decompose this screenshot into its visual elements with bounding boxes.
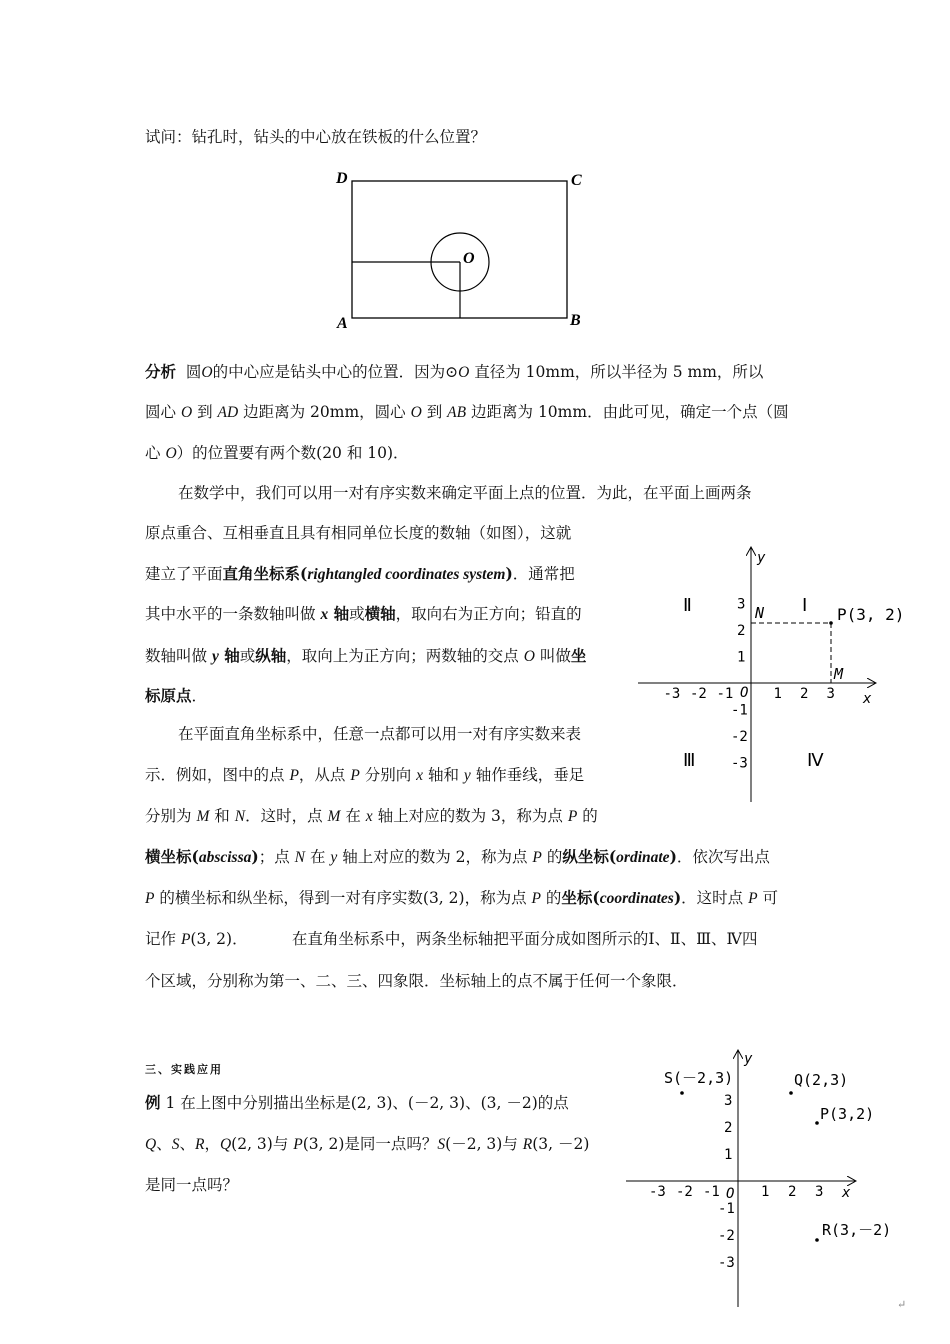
- x-axis-label-2: x: [842, 1185, 851, 1201]
- coordinate-plane-figure: [630, 540, 905, 810]
- fig2-xtick-2: 2: [800, 686, 809, 702]
- analysis-line-2: 圆心 O 到 AD 边距离为 20mm，圆心 O 到 AB 边距离为 10mm．由此可见，确定一个点（圆: [145, 403, 789, 421]
- point-N-label: N: [755, 604, 765, 622]
- fig3-xtick--3: -3: [649, 1184, 666, 1200]
- fig3-ytick-3: 3: [724, 1093, 733, 1109]
- point-Q-label: Q(2,3): [794, 1071, 849, 1089]
- origin-label: O: [740, 685, 749, 701]
- origin-label-2: O: [726, 1186, 735, 1202]
- y-axis-label-2: y: [744, 1051, 753, 1067]
- point-S: [680, 1091, 684, 1095]
- fig2-xtick-1: 1: [773, 686, 782, 702]
- para2-line-1: 在平面直角坐标系中，任意一点都可以用一对有序实数来表: [178, 725, 582, 743]
- para2-line-3: 分别为 M 和 N．这时，点 M 在 x 轴上对应的数为 3，称为点 P 的: [145, 807, 598, 825]
- fig3-ytick-2: 2: [724, 1120, 733, 1136]
- y-axis-label: y: [757, 550, 766, 566]
- point-R: [815, 1238, 819, 1242]
- point-S-label: S(－2,3): [664, 1069, 734, 1087]
- para1-line-4: 其中水平的一条数轴叫做 x 轴或横轴，取向右为正方向；铅直的: [145, 604, 582, 623]
- analysis-line-1: 分析 圆O的中心应是钻头中心的位置．因为⊙O 直径为 10mm，所以半径为 5 mm，所以: [145, 362, 764, 381]
- point-R-label: R(3,－2): [822, 1221, 892, 1239]
- para1-line-5: 数轴叫做 y 轴或纵轴，取向上为正方向；两数轴的交点 O 叫做坐: [145, 646, 587, 665]
- fig2-ytick--3: -3: [731, 755, 748, 772]
- para1-line-3: 建立了平面直角坐标系(rightangled coordinates system)．通常把: [145, 564, 575, 583]
- quadrant-III: Ⅲ: [683, 750, 696, 771]
- x-axis-label: x: [863, 691, 872, 707]
- points-plot-figure: [620, 1045, 900, 1315]
- para2-line-2: 示．例如，图中的点 P，从点 P 分别向 x 轴和 y 轴作垂线，垂足: [145, 766, 585, 784]
- para2-line-6: 记作 P(3, 2)． 在直角坐标系中，两条坐标轴把平面分成如图所示的Ⅰ、Ⅱ、Ⅲ、Ⅳ四: [145, 930, 758, 948]
- fig2-xtick--1: -1: [716, 686, 734, 702]
- fig3-ytick--3: -3: [718, 1255, 735, 1271]
- para1-line-6: 标原点．: [145, 686, 208, 705]
- para2-line-5: P 的横坐标和纵坐标，得到一对有序实数(3, 2)，称为点 P 的坐标(coordinates)．这时点 P 可: [145, 888, 778, 907]
- fig2-xtick--3: -3: [663, 686, 681, 702]
- point-P: [829, 621, 833, 625]
- example-line-1: 例 1 在上图中分别描出坐标是(2, 3)、(－2, 3)、(3, －2)的点: [145, 1093, 569, 1112]
- fig3-xtick-3: 3: [815, 1184, 824, 1200]
- analysis-line-3: 心 O）的位置要有两个数(20 和 10)．: [145, 444, 409, 462]
- para1-line-2: 原点重合、互相垂直且具有相同单位长度的数轴（如图），这就: [145, 524, 572, 542]
- example-line-3: 是同一点吗？: [145, 1176, 239, 1194]
- example-line-2: Q、S、R，Q(2, 3)与 P(3, 2)是同一点吗？S(－2, 3)与 R(3, －2): [145, 1135, 590, 1153]
- label-C: C: [571, 172, 582, 189]
- para2-line-7: 个区域，分别称为第一、二、三、四象限．坐标轴上的点不属于任何一个象限．: [145, 972, 688, 990]
- fig3-ytick--2: -2: [718, 1228, 735, 1244]
- fig3-ytick-1: 1: [724, 1147, 733, 1163]
- point-M-label: M: [834, 665, 844, 683]
- label-O: O: [463, 250, 475, 267]
- label-B: B: [570, 312, 581, 329]
- point-P-label: P(3, 2): [837, 605, 905, 624]
- fig2-ytick--2: -2: [731, 729, 748, 745]
- quadrant-IV: Ⅳ: [807, 750, 824, 771]
- fig3-ytick--1: -1: [718, 1201, 735, 1217]
- section-heading: 三、实践应用: [145, 1063, 223, 1076]
- fig3-xtick-2: 2: [788, 1184, 797, 1200]
- return-mark: ↵: [897, 1298, 907, 1311]
- point-P2: [815, 1121, 819, 1125]
- para1-line-1: 在数学中，我们可以用一对有序实数来确定平面上点的位置．为此，在平面上画两条: [178, 484, 752, 502]
- point-P2-label: P(3,2): [820, 1105, 875, 1123]
- label-D: D: [336, 170, 348, 187]
- fig2-ytick--1: -1: [731, 702, 748, 719]
- fig3-xtick--1: -1: [703, 1184, 720, 1200]
- label-A: A: [337, 315, 348, 332]
- point-Q: [789, 1091, 793, 1095]
- fig3-xtick--2: -2: [676, 1184, 693, 1200]
- para2-line-4: 横坐标(abscissa)；点 N 在 y 轴上对应的数为 2，称为点 P 的纵坐标(ordinate)．依次写出点: [145, 847, 770, 866]
- fig3-xtick-1: 1: [761, 1184, 770, 1200]
- rectangle-figure: [330, 165, 590, 335]
- question-text: 试问：钻孔时，钻头的中心放在铁板的什么位置？: [145, 128, 487, 146]
- fig2-ytick-1: 1: [737, 649, 746, 666]
- quadrant-I: Ⅰ: [802, 595, 808, 616]
- fig2-ytick-2: 2: [737, 623, 746, 639]
- quadrant-II: Ⅱ: [683, 595, 692, 616]
- fig2-xtick-3: 3: [826, 686, 835, 702]
- fig2-xtick--2: -2: [690, 686, 707, 702]
- fig2-ytick-3: 3: [737, 596, 746, 613]
